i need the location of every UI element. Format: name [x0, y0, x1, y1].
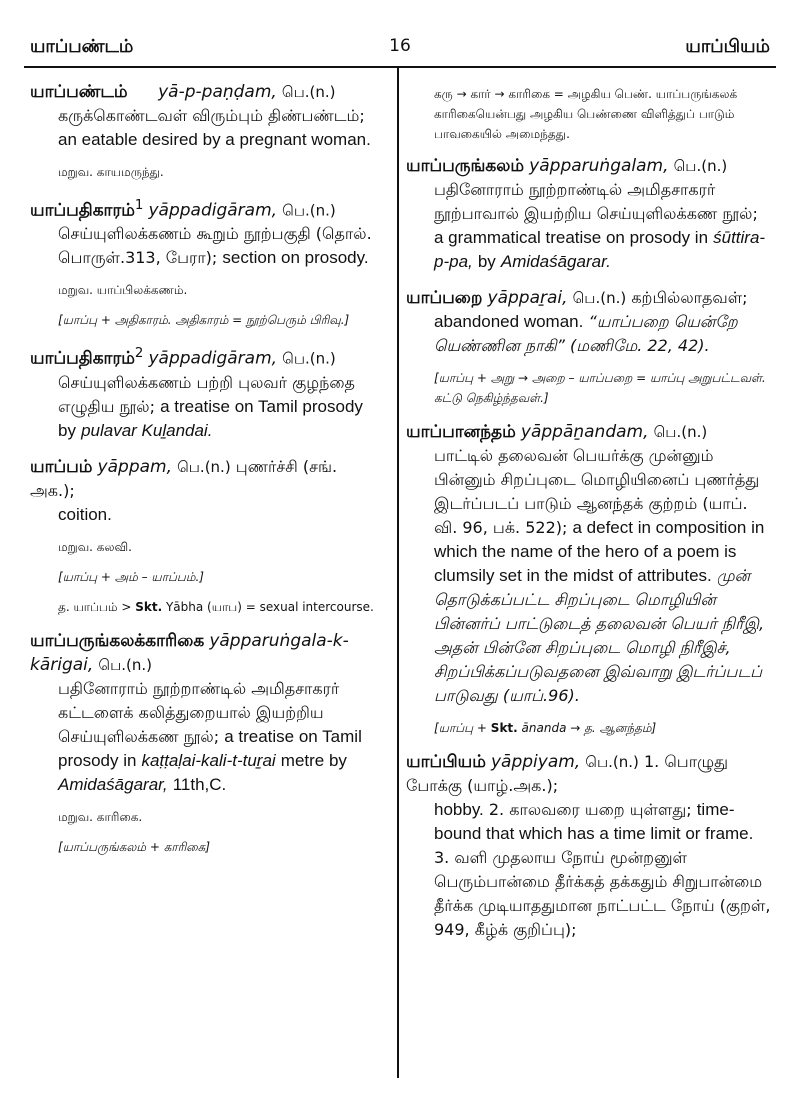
headword: யாப்பண்டம் [30, 82, 128, 102]
synonym-note: மறுவ. கலவி. [58, 539, 132, 554]
transliteration: yāpparuṅgalam, [529, 156, 669, 176]
headword: யாப்பானந்தம் [406, 422, 516, 442]
headword: யாப்பருங்கலக்காரிகை [30, 630, 205, 651]
sanskrit-note: த. யாப்பம் > Skt. Yābha (யாப) = sexual intercourse. [58, 599, 374, 614]
part-of-speech: பெ.(n.) [653, 423, 708, 441]
transliteration: yāppadigāram, [148, 348, 278, 369]
running-head-right: யாப்பியம் [685, 36, 770, 57]
entry-yapparai [406, 286, 772, 408]
part-of-speech: பெ.(n.) [673, 157, 728, 175]
sense-number: 1 [134, 198, 144, 213]
entry-yappandam [30, 80, 382, 182]
english-definition: abandoned woman. [434, 312, 584, 331]
entry-yappiyam [406, 750, 772, 942]
english-definition: a defect in composition in which the name of the hero of a poem is clumsily set in the midst of attributes. [434, 518, 765, 585]
entry-yappadigaram-1 [30, 194, 382, 330]
tamil-definition: 1. பொழுது போக்கு (யாழ்.அக.); [406, 752, 729, 795]
tamil-definition-2: 2. காலவரை யறை யுள்ளது; [488, 800, 692, 819]
left-column [30, 80, 382, 869]
running-head-left: யாப்பண்டம் [30, 36, 134, 57]
english-definition: a treatise on Tamil prosody in [58, 726, 362, 770]
entry-yappadigaram-2 [30, 342, 382, 442]
part-of-speech: பெ.(n.) [281, 83, 336, 101]
synonym-note: மறுவ. காரிகை. [58, 809, 143, 824]
tamil-definition: செய்யுளிலக்கணம் பற்றி புலவர் குழந்தை எழுதிய நூல்; [58, 372, 355, 416]
transliteration: yā-p-paṇḍam, [158, 82, 277, 102]
entry-yapparungalakkarigai: யாப்பருங்கலக்காரிகை yāpparuṅgala-k-kārigai, பெ.(n.) பதினோராம் நூற்றாண்டில் அமிதசாகரர் கட்டளைக் கலித்துறையால் இயற்றிய செய்யுளிலக்கண நூல்; a treatise on Tamil prosody in kaṭṭaḷai-kali-t-tuṟai metre by Amidaśāgarar, 11th,C. மறுவ. காரிகை. [யாப்பருங்கலம் + காரிகை] [30, 629, 382, 857]
tamil-definition: கற்பில்லாதவள்; [631, 288, 748, 307]
tamil-definition: பதினோராம் நூற்றாண்டில் அமிதசாகரர் நூற்பாவால் இயற்றிய செய்யுளிலக்கண நூல்; [434, 180, 758, 223]
tamil-definition: பாட்டில் தலைவன் பெயர்க்கு முன்னும் பின்னும் சிறப்புடை மொழியினைப் புணர்த்து இடர்ப்படப் பாடும் ஆனந்தக் குற்றம் (யாப். வி. 96, பக். 522); [434, 446, 760, 537]
synonym-note: மறுவ. யாப்பிலக்கணம். [58, 283, 188, 298]
header-rule [24, 66, 776, 68]
headword: யாப்பருங்கலம் [406, 156, 525, 176]
citation: “யாப்பறை யென்றே யெண்ணின நாகி” (மணிமே. 22, 42). [434, 312, 738, 355]
tamil-definition: புணர்ச்சி (சங். அக.); [30, 456, 338, 500]
synonym-note: மறுவ. காயமருந்து. [58, 165, 164, 179]
part-of-speech: பெ.(n.) [98, 655, 152, 674]
page-header [30, 36, 770, 66]
right-column [406, 80, 772, 954]
tamil-definition: பதினோராம் நூற்றாண்டில் அமிதசாகரர் கட்டளைக் கலித்துறையால் இயற்றிய செய்யுளிலக்கண நூல்; [58, 678, 340, 746]
headword: யாப்பம் [30, 456, 93, 477]
english-definition: a grammatical treatise on prosody in [434, 228, 709, 247]
transliteration: yāppiyam, [490, 752, 581, 772]
transliteration: yāppāṉandam, [520, 422, 649, 442]
headword: யாப்பதிகாரம் [30, 200, 135, 221]
english-definition-2: time-bound that which has a time limit or frame. [434, 800, 754, 843]
continued-note: கரு → கார் → காரிகை = அழகிய பெண். யாப்பருங்கலக் காரிகையென்பது அழகிய பெண்ணை விளித்துப் பாடும் பாவகையில் அமைந்தது. [434, 87, 738, 141]
tamil-definition: கருக்கொண்டவள் விரும்பும் திண்பண்டம்; [58, 106, 365, 125]
part-of-speech: பெ.(n.) [585, 753, 639, 771]
etymology-note: [யாப்பு + அதிகாரம். அதிகாரம் = நூற்பெரும் பிரிவு.] [58, 313, 350, 328]
etymology-note: [யாப்பு + அம் – யாப்பம்.] [58, 569, 204, 584]
english-definition: section on prosody. [222, 248, 369, 268]
etymology-note: [யாப்பு + அறு → அறை – யாப்பறை = யாப்பு அறுபட்டவள். கட்டு நெகிழ்ந்தவள்.] [434, 371, 766, 405]
etymology-note: [யாப்பு + Skt. ānanda → த. ஆனந்தம்] [434, 721, 657, 735]
part-of-speech: பெ.(n.) [282, 201, 336, 220]
etymology-note: [யாப்பருங்கலம் + காரிகை] [58, 839, 211, 854]
headword: யாப்பதிகாரம் [30, 348, 135, 369]
tamil-definition: செய்யுளிலக்கணம் கூறும் நூற்பகுதி (தொல். பொருள்.313, பேரா); [58, 224, 372, 268]
entry-yapparungalam: யாப்பருங்கலம் yāpparuṅgalam, பெ.(n.) பதினோராம் நூற்றாண்டில் அமிதசாகரர் நூற்பாவால் இயற்றிய செய்யுளிலக்கண நூல்; a grammatical treatise on prosody in śūttira-p-pa, by Amidaśāgarar. [406, 156, 766, 271]
entry-yappam [30, 455, 382, 617]
headword: யாப்பறை [406, 288, 483, 308]
column-divider [397, 68, 399, 1078]
english-definition: an eatable desired by a pregnant woman. [58, 130, 371, 149]
entry-yappanandam [406, 420, 772, 738]
english-definition-italic: kaṭṭaḷai-kali-t-tuṟai [141, 750, 276, 770]
headword: யாப்பியம் [406, 752, 486, 772]
part-of-speech: பெ.(n.) [282, 349, 336, 368]
english-definition: a treatise on Tamil prosody by [58, 396, 363, 440]
citation: முன் தொடுக்கப்பட்ட சிறப்புடை மொழியின் பின்னர்ப் பாட்டுடைத் தலைவன் பெயர் நிரீஇ, அதன் பின்னே சிறப்புடை மொழி நிரீஇச், சிறப்பிக்கப்படுவதனை இவ்வாறு இடர்ப்படப் பாடுவது (யாப்.96). [434, 566, 765, 705]
part-of-speech: பெ.(n.) [572, 289, 627, 307]
english-definition: hobby. [434, 800, 484, 819]
transliteration: yāpparuṅgala-k-kārigai, [30, 630, 349, 675]
page-number: 16 [389, 36, 411, 56]
transliteration: yāppaṟai, [487, 288, 568, 308]
transliteration: yāppadigāram, [148, 200, 278, 221]
part-of-speech: பெ.(n.) [177, 457, 231, 476]
sense-number: 2 [134, 346, 144, 362]
english-definition: coition. [58, 504, 112, 524]
transliteration: yāppam, [97, 456, 172, 477]
tamil-definition-3: 3. வளி முதலாய நோய் மூன்றனுள் பெரும்பான்மை தீர்க்கத் தக்கதும் சிறுபான்மை தீர்க்க முடியாததுமான நாட்பட்ட நோய் (குறள், 949, கீழ்க் குறிப்பு); [434, 848, 771, 939]
english-definition-italic: pulavar Kuḻandai. [81, 420, 213, 440]
